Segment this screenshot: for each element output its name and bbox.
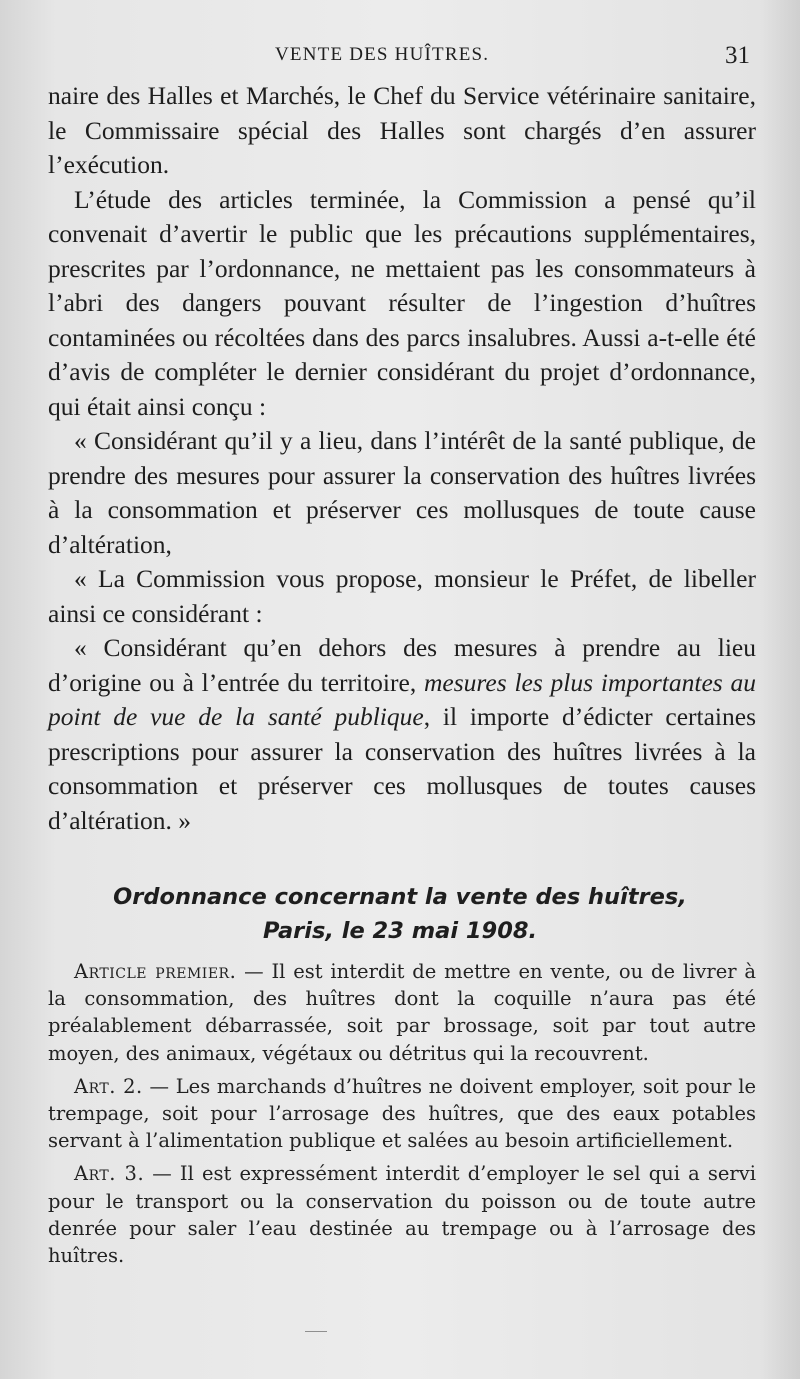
article-1-text: — Il est interdit de mettre en vente, ou de livrer à la consommation, des huîtres dont la coquille n’aura pas été préalablement débarrassée, soit par brossage, soit par tout autre moyen, des animaux, végétaux ou détritus qui la recouvrent. <box>48 960 757 1065</box>
articles <box>48 958 756 1275</box>
body-text <box>48 79 756 838</box>
quote-revised-italic: mesures les plus importantes au point de vue de la santé publique <box>48 667 756 731</box>
ordinance-title <box>60 880 740 948</box>
article-1 <box>48 958 756 1067</box>
page-number: 31 <box>725 42 750 69</box>
article-1-label: Article premier. <box>74 960 237 983</box>
quote-revised-end: , il importe d’édicter certaines prescriptions pour assurer la conservation des huîtres livrées à la consommation et préserver ces mollusques de toutes causes d’altération. » <box>48 702 756 835</box>
ordinance-title-line-1: Ordonnance concernant la vente des huîtres, <box>113 884 687 910</box>
paragraph-quote-revised <box>48 631 756 838</box>
paragraph-quote-original: « Considérant qu’il y a lieu, dans l’intérêt de la santé publique, de prendre des mesures pour assurer la conservation des huîtres livrées à la consommation et préserver ces mollusques de toute cause d’altération, <box>48 426 756 559</box>
article-3-label: Art. 3. <box>74 1162 145 1186</box>
paragraph-proposal: « La Commission vous propose, monsieur le Préfet, de libeller ainsi ce considérant : <box>48 564 756 628</box>
paragraph-continuation: naire des Halles et Marchés, le Chef du Service vétérinaire sanitaire, le Commissaire spécial des Halles sont chargés d’en assurer l’exécution. <box>48 81 756 179</box>
paragraph-commission: L’étude des articles terminée, la Commission a pensé qu’il convenait d’avertir le public que les précautions supplémentaires, prescrites par l’ordonnance, ne mettaient pas les consommateurs à l’abri des dangers pouvant résulter de l’ingestion d’huîtres contaminées ou récoltées dans des parcs insalubres. Aussi a-t-elle été d’avis de compléter le dernier considérant du projet d’ordonnance, qui était ainsi conçu : <box>48 184 756 421</box>
article-3 <box>48 1160 756 1269</box>
article-2 <box>48 1073 756 1155</box>
article-2-text: — Les marchands d’huîtres ne doivent employer, soit pour le trempage, soit pour l’arrosage des huîtres, que des eaux potables servant à l’alimentation publique et salées au besoin artificiellement. <box>48 1074 756 1153</box>
running-title: VENTE DES HUÎTRES. <box>275 44 490 65</box>
ordinance-title-line-2: Paris, le 23 mai 1908. <box>262 918 538 944</box>
ink-mark <box>305 1331 327 1332</box>
article-2-label: Art. 2. <box>74 1074 143 1098</box>
page-header <box>0 42 800 72</box>
article-3-text: — Il est expressément interdit d’employer le sel qui a servi pour le transport ou la conservation du poisson ou de toute autre denrée pour saler l’eau destinée au trempage ou à l’arrosage des huîtres. <box>48 1162 756 1268</box>
quote-revised-start: « Considérant qu’en dehors des mesures à prendre au lieu d’origine ou à l’entrée du territoire, <box>48 633 756 697</box>
